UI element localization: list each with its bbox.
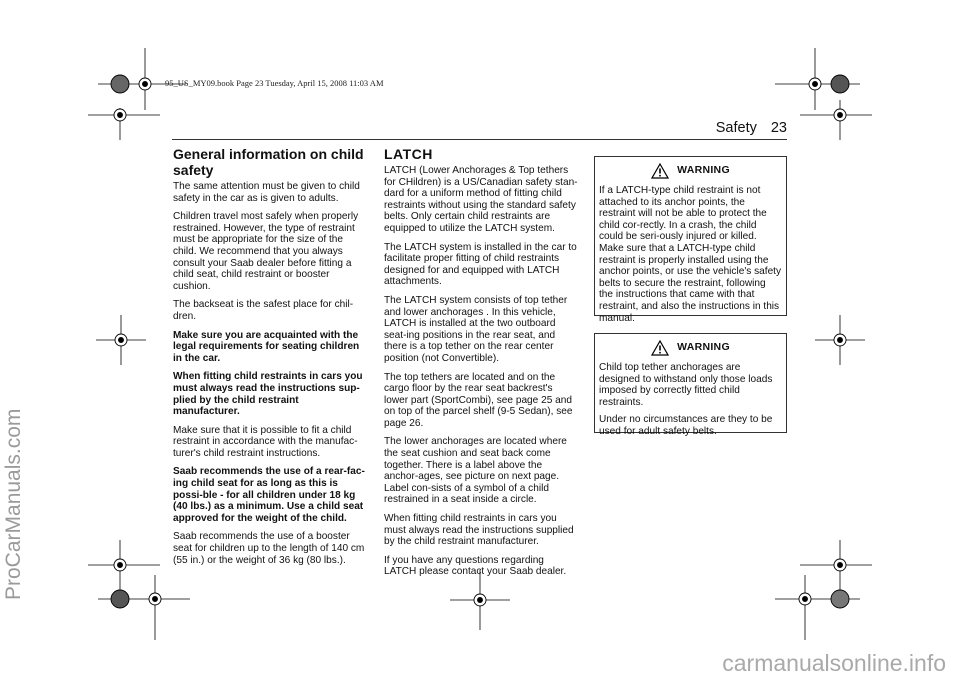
paragraph: Children travel most safely when properly restrained. However, the type of restraint must be appropriate for the size of the child. We recommend that you always consult your Saab dealer before fitting a child seat, child restraint or booster cushion. [173, 211, 359, 292]
paragraph: The lower anchorages are located where the seat cushion and seat back come together. There is a label above the anchor-ages, see picture on next page. Label con-sists of a symbol of a child restrained in a seat inside a circle. [384, 436, 567, 506]
paragraph: Make sure that it is possible to fit a child restraint in accordance with the manufac-turer's child restraint instructions. [173, 424, 358, 459]
page-number: 23 [770, 120, 787, 136]
warning-triangle-icon [651, 163, 669, 179]
paragraph: The LATCH system consists of top tether and lower anchorages . In this vehicle, LATCH is installed at the two outboard seat-ing positions in the rear seat, and there is a top tether on the rear center position (not Convertible). [384, 294, 568, 364]
warning-text: Under no circumstances are they to be used for adult safety belts. [599, 414, 773, 437]
latch-column [384, 146, 579, 585]
section-title: Safety [715, 120, 757, 136]
paragraph: LATCH (Lower Anchorages & Top tethers for CHildren) is a US/Canadian safety stan-dard for a uniform method of fitting child restraints without using the standard safety belts. Only certain child restraints are equipped to utilize the LATCH system. [384, 165, 578, 234]
warning-box-tether [594, 333, 787, 437]
paragraph: The same attention must be given to child safety in the car as is given to adults. [173, 181, 360, 204]
warning-box-latch [594, 156, 787, 324]
warning-title: WARNING [677, 164, 730, 177]
paragraph-bold: Make sure you are acquainted with the legal requirements for seating children in the car. [173, 329, 360, 364]
paragraph: Saab recommends the use of a booster seat for children up to the length of 140 cm (55 in.) or the weight of 36 kg (80 lbs.). [173, 531, 365, 566]
child-safety-heading: General information on child safety [173, 146, 364, 178]
child-safety-column [173, 146, 368, 573]
paragraph-bold: Saab recommends the use of a rear-fac-ing child seat for as long as this is possi-ble - for all children under 18 kg (40 lbs.) as a minimum. Use a child seat approved for the weight of the child. [173, 466, 365, 524]
warning-header [599, 334, 782, 362]
paragraph: The backseat is the safest place for chil-dren. [173, 299, 354, 322]
running-head [716, 120, 787, 136]
paragraph: If you have any questions regarding LATCH please contact your Saab dealer. [384, 554, 567, 578]
header-rule [172, 139, 787, 140]
latch-heading: LATCH [384, 146, 433, 162]
paragraph-bold: When fitting child restraints in cars you must always read the instructions sup-plied by the child restraint manufacturer. [173, 371, 363, 418]
side-watermark: ProCarManuals.com [2, 408, 25, 600]
paragraph: When fitting child restraints in cars you must always read the instructions supplied by the child restraint manufacturer. [384, 513, 574, 548]
paragraph: The LATCH system is installed in the car to facilitate proper fitting of child restraints designed for and equipped with LATCH attachments. [384, 241, 577, 288]
warning-title: WARNING [677, 341, 730, 354]
warning-triangle-icon [651, 340, 669, 356]
warning-text: Child top tether anchorages are designed to withstand only those loads imposed by correctly fitted child restraints. [599, 362, 773, 408]
book-file-header: 95_US_MY09.book Page 23 Tuesday, April 15, 2008 11:03 AM [165, 78, 384, 88]
warning-header [599, 157, 782, 185]
bottom-watermark: carmanualsonline.info [722, 650, 946, 676]
warning-text: If a LATCH-type child restraint is not attached to its anchor points, the restraint will not be able to protect the child cor-rectly. In a crash, the child could be seri-ously injured or killed. Make sure that a LATCH-type child restraint is properly installed using the anchor points, or use the vehicle's safety belts to secure the restraint, following the instructions that came with that restraint, and also the instructions in this manual. [599, 185, 782, 324]
paragraph: The top tethers are located and on the cargo floor by the rear seat backrest's lower part (SportCombi), see page 25 and on top of the parcel shelf (9-5 Sedan), see page 26. [384, 371, 573, 429]
